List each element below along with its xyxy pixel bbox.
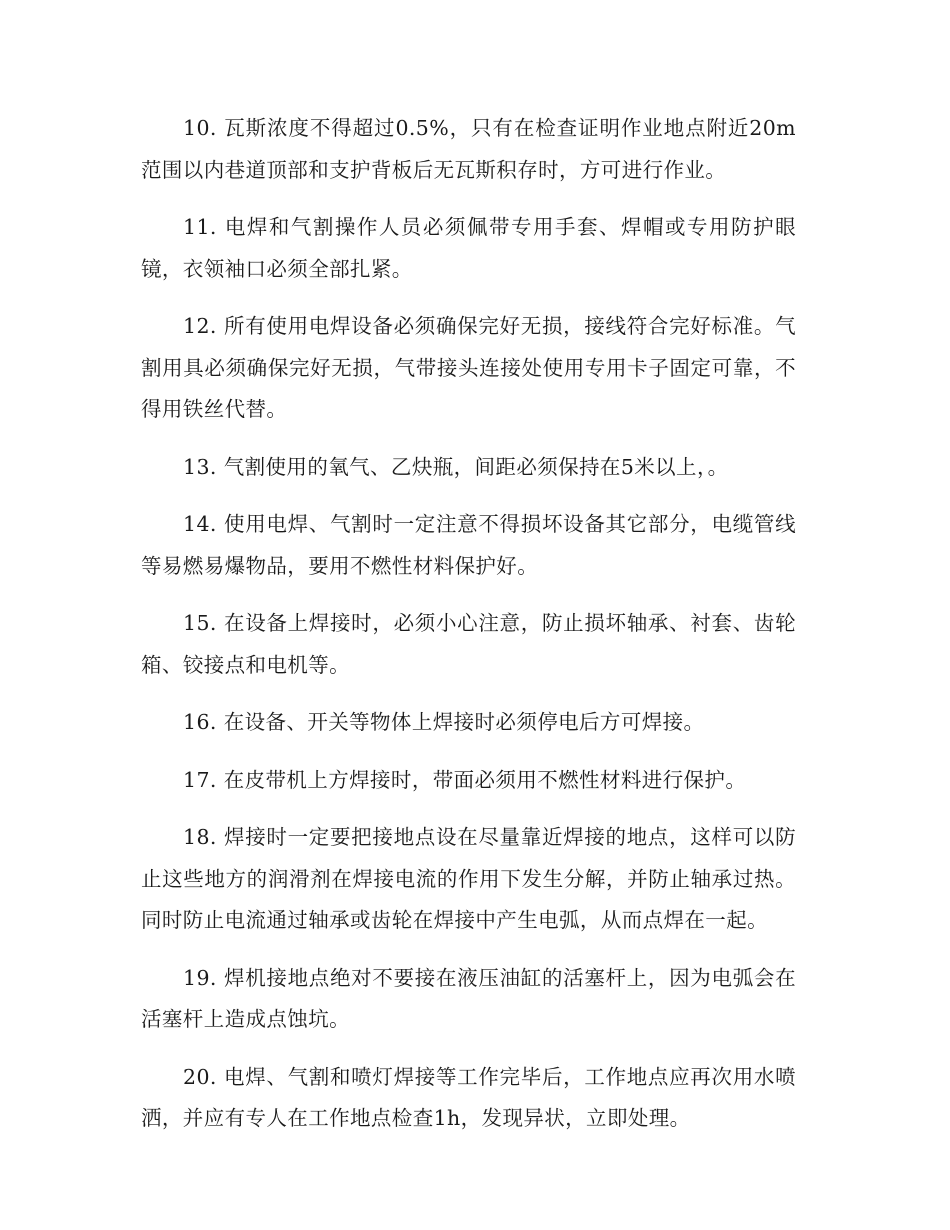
paragraph-item-12: 12. 所有使用电焊设备必须确保完好无损，接线符合完好标准。气割用具必须确保完好无损，气带接头连接处使用专用卡子固定可靠，不得用铁丝代替。 <box>141 314 796 421</box>
document-body <box>141 108 796 1156</box>
paragraph-item-15: 15. 在设备上焊接时，必须小心注意，防止损坏轴承、衬套、齿轮箱、铰接点和电机等。 <box>141 611 796 677</box>
paragraph-item-13: 13. 气割使用的氧气、乙炔瓶，间距必须保持在5米以上，。 <box>183 454 729 479</box>
paragraph-item-20: 20. 电焊、气割和喷灯焊接等工作完毕后，工作地点应再次用水喷洒，并应有专人在工作地点检查1h，发现异状，立即处理。 <box>141 1064 796 1130</box>
paragraph-item-10: 10. 瓦斯浓度不得超过0.5%，只有在检查证明作业地点附近20m范围以内巷道顶部和支护背板后无瓦斯积存时，方可进行作业。 <box>141 116 796 182</box>
paragraph-item-19: 19. 焊机接地点绝对不要接在液压油缸的活塞杆上，因为电弧会在活塞杆上造成点蚀坑。 <box>141 965 796 1031</box>
paragraph-item-17: 17. 在皮带机上方焊接时，带面必须用不燃性材料进行保护。 <box>183 767 747 792</box>
paragraph-item-16: 16. 在设备、开关等物体上焊接时必须停电后方可焊接。 <box>183 710 705 734</box>
paragraph-item-11: 11. 电焊和气割操作人员必须佩带专用手套、焊帽或专用防护眼镜，衣领袖口必须全部扎紧。 <box>141 215 796 281</box>
paragraph-item-18: 18. 焊接时一定要把接地点设在尽量靠近焊接的地点，这样可以防止这些地方的润滑剂在焊接电流的作用下发生分解，并防止轴承过热。同时防止电流通过轴承或齿轮在焊接中产生电弧，从而点焊在一起。 <box>141 825 796 932</box>
paragraph-item-14: 14. 使用电焊、气割时一定注意不得损坏设备其它部分，电缆管线等易燃易爆物品，要用不燃性材料保护好。 <box>141 512 796 578</box>
